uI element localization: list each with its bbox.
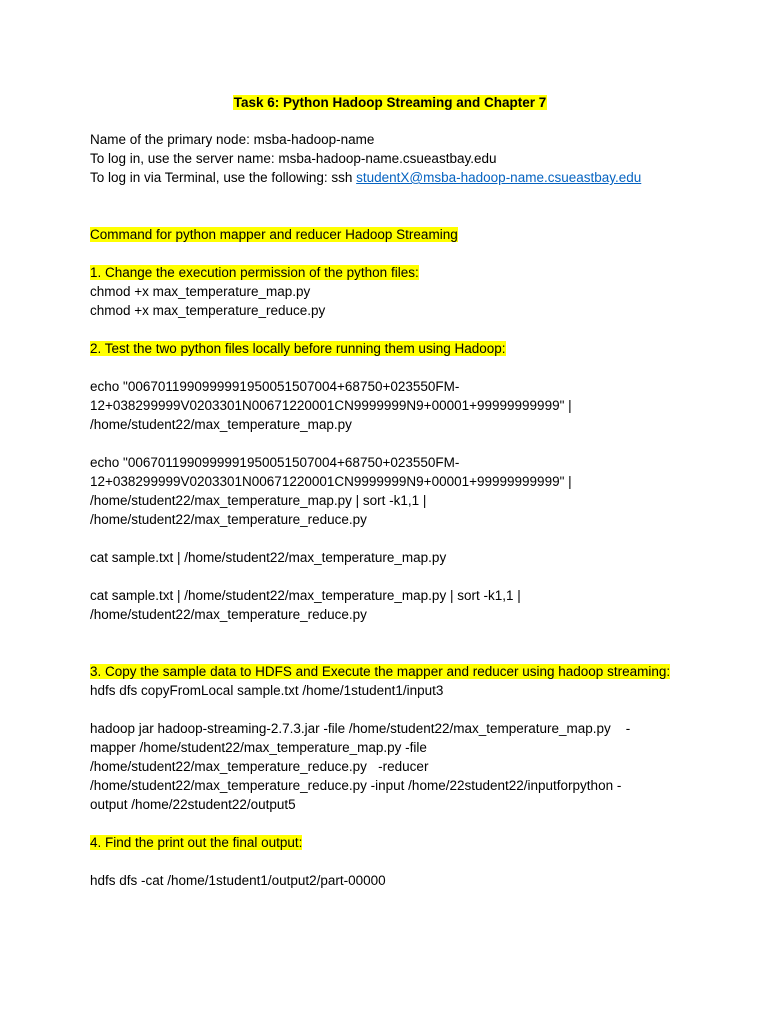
intro-terminal-login: [90, 168, 690, 187]
step3-heading: 3. Copy the sample data to HDFS and Execute the mapper and reducer using hadoop streaming:: [90, 664, 671, 679]
step2-block2-line: 12+038299999V0203301N00671220001CN9999999N9+00001+99999999999" |: [90, 474, 572, 489]
step3-hadoop-line: /home/student22/max_temperature_reduce.py -reducer: [90, 759, 429, 774]
step2-block3-line: cat sample.txt | /home/student22/max_temperature_map.py: [90, 550, 447, 565]
step4-cat-command: hdfs dfs -cat /home/1student1/output2/part-00000: [90, 873, 386, 888]
step3-hadoop-line: hadoop jar hadoop-streaming-2.7.3.jar -file /home/student22/max_temperature_map.py -: [90, 721, 631, 736]
title-row: [90, 93, 690, 112]
step2-heading: 2. Test the two python files locally before running them using Hadoop:: [90, 341, 506, 356]
step3-copy-command: hdfs dfs copyFromLocal sample.txt /home/1student1/input3: [90, 683, 444, 698]
step2-block2-line: /home/student22/max_temperature_map.py | sort -k1,1 |: [90, 493, 427, 508]
step1-command: chmod +x max_temperature_map.py: [90, 284, 311, 299]
step4-heading: 4. Find the print out the final output:: [90, 835, 303, 850]
ssh-address-link[interactable]: studentX@msba-hadoop-name.csueastbay.edu: [356, 170, 642, 185]
step1-command: chmod +x max_temperature_reduce.py: [90, 303, 326, 318]
intro-terminal-prefix: To log in via Terminal, use the following: ssh: [90, 170, 357, 185]
step3-hadoop-line: output /home/22student22/output5: [90, 797, 296, 812]
step2-block4-line: cat sample.txt | /home/student22/max_temperature_map.py | sort -k1,1 |: [90, 588, 521, 603]
step2-block1-line: /home/student22/max_temperature_map.py: [90, 417, 352, 432]
step2-block4-line: /home/student22/max_temperature_reduce.py: [90, 607, 367, 622]
step2-block1-line: 12+038299999V0203301N00671220001CN9999999N9+00001+99999999999" |: [90, 398, 572, 413]
step1-heading: 1. Change the execution permission of the python files:: [90, 265, 419, 280]
step2-block2-line: echo "0067011990999991950051507004+68750+023550FM-: [90, 455, 460, 470]
document-title: Task 6: Python Hadoop Streaming and Chapter 7: [233, 95, 547, 110]
step2-block1-line: echo "0067011990999991950051507004+68750+023550FM-: [90, 379, 460, 394]
document-content: [90, 93, 690, 890]
step3-hadoop-line: mapper /home/student22/max_temperature_map.py -file: [90, 740, 427, 755]
intro-server-name: To log in, use the server name: msba-hadoop-name.csueastbay.edu: [90, 151, 497, 166]
intro-primary-node: Name of the primary node: msba-hadoop-name: [90, 132, 375, 147]
section-heading: Command for python mapper and reducer Hadoop Streaming: [90, 227, 458, 242]
step2-block2-line: /home/student22/max_temperature_reduce.py: [90, 512, 367, 527]
step3-hadoop-line: /home/student22/max_temperature_reduce.py -input /home/22student22/inputforpython -: [90, 778, 622, 793]
